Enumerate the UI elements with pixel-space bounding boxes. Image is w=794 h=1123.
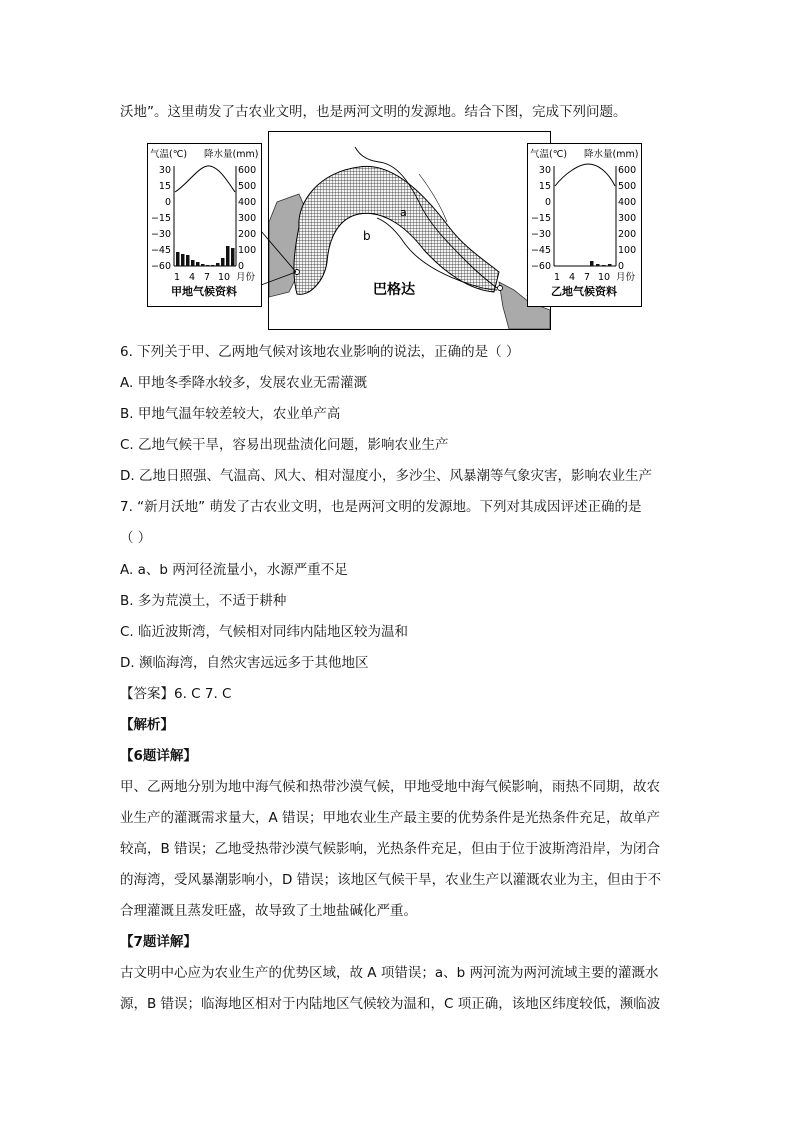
intro-text: 沃地”。这里萌发了古农业文明，也是两河文明的发源地。结合下图，完成下列问题。 [120, 104, 627, 120]
svg-text:0: 0 [238, 261, 245, 272]
q6-option-c: C. 乙地气候干旱，容易出现盐渍化问题，影响农业生产 [120, 437, 449, 453]
q7-option-c: C. 临近波斯湾，气候相对同纬内陆地区较为温和 [120, 624, 409, 640]
baghdad-label: 巴格达 [373, 282, 415, 298]
svg-text:7: 7 [583, 272, 591, 283]
svg-text:15: 15 [538, 181, 551, 192]
svg-text:−30: −30 [530, 229, 551, 240]
svg-text:100: 100 [238, 245, 257, 256]
svg-text:400: 400 [618, 197, 637, 208]
svg-text:300: 300 [618, 213, 637, 224]
svg-text:−15: −15 [150, 213, 171, 224]
svg-text:4: 4 [568, 272, 576, 283]
svg-text:30: 30 [158, 165, 171, 176]
svg-text:7: 7 [203, 272, 211, 283]
q6-detail-line: 的海湾，受风暴潮影响小，D 错误；该地区气候干旱，农业生产以灌溉农业为主，但由于不 [120, 872, 662, 888]
svg-text:0: 0 [544, 197, 551, 208]
figure [147, 131, 660, 330]
river-b-label: b [363, 229, 371, 243]
svg-text:500: 500 [238, 181, 257, 192]
right-temp-label: 气温(℃) [530, 149, 568, 160]
svg-text:200: 200 [238, 229, 257, 240]
q6-option-a: A. 甲地冬季降水较多，发展农业无需灌溉 [120, 375, 368, 391]
q7-option-d: D. 濒临海湾，自然灾害远远多于其他地区 [120, 655, 369, 671]
right-precip-label: 降水量(mm) [584, 149, 639, 160]
svg-text:−45: −45 [530, 245, 551, 256]
q6-option-d: D. 乙地日照强、气温高、风大、相对湿度小，多沙尘、风暴潮等气象灾害，影响农业生产 [120, 468, 652, 484]
q7-detail-line: 源，B 错误；临海地区相对于内陆地区气候较为温和，C 项正确，该地区纬度较低，濒临波 [120, 996, 661, 1012]
svg-text:−60: −60 [530, 261, 551, 272]
svg-text:600: 600 [238, 165, 257, 176]
right-climate-chart [527, 143, 642, 307]
svg-text:0: 0 [618, 261, 625, 272]
svg-text:300: 300 [238, 213, 257, 224]
q6-detail-line: 较高，B 错误；乙地受热带沙漠气候影响，光热条件充足，但由于位于波斯湾沿岸，为闭合 [120, 841, 661, 857]
q6-detail-line: 甲、乙两地分别为地中海气候和热带沙漠气候，甲地受地中海气候影响，雨热不同期，故农 [120, 779, 660, 795]
svg-text:4: 4 [188, 272, 196, 283]
svg-text:1: 1 [173, 272, 181, 283]
svg-text:30: 30 [538, 165, 551, 176]
analysis-heading: 【解析】 [120, 717, 174, 733]
svg-text:15: 15 [158, 181, 171, 192]
q6-detail-line: 业生产的灌溉需求量大，A 错误；甲地农业生产最主要的优势条件是光热条件充足，故单产 [120, 810, 661, 826]
svg-text:1: 1 [553, 272, 561, 283]
svg-text:10: 10 [217, 272, 231, 283]
answer-line: 【答案】6. C 7. C [120, 686, 232, 702]
q7-stem-line1: 7. “新月沃地” 萌发了古农业文明，也是两河文明的发源地。下列对其成因评述正确的是 [120, 499, 642, 515]
svg-text:−45: −45 [150, 245, 171, 256]
svg-text:500: 500 [618, 181, 637, 192]
q7-option-a: A. a、b 两河径流量小，水源严重不足 [120, 562, 348, 578]
q7-detail-line: 古文明中心应为农业生产的优势区域，故 A 项错误；a、b 两河流为两河流域主要的灌溉水 [120, 965, 659, 981]
svg-text:10: 10 [597, 272, 611, 283]
svg-text:−15: −15 [530, 213, 551, 224]
q7-detail-heading: 【7题详解】 [120, 934, 197, 950]
q6-detail-line: 合理灌溉且蒸发旺盛，故导致了土地盐碱化严重。 [120, 903, 417, 919]
right-chart-caption: 乙地气候资料 [551, 285, 617, 298]
svg-text:400: 400 [238, 197, 257, 208]
svg-text:月份: 月份 [236, 272, 256, 283]
q7-stem-line2: （ ） [120, 530, 152, 546]
q6-detail-heading: 【6题详解】 [120, 748, 197, 764]
svg-text:200: 200 [618, 229, 637, 240]
svg-text:−30: −30 [150, 229, 171, 240]
left-temp-label: 气温(℃) [150, 149, 188, 160]
svg-text:100: 100 [618, 245, 637, 256]
river-a-label: a [400, 206, 407, 219]
q6-stem: 6. 下列关于甲、乙两地气候对该地农业影响的说法，正确的是（ ） [120, 344, 520, 360]
left-chart-caption: 甲地气候资料 [171, 285, 237, 298]
svg-text:600: 600 [618, 165, 637, 176]
svg-text:0: 0 [164, 197, 171, 208]
svg-text:月份: 月份 [616, 272, 636, 283]
left-precip-label: 降水量(mm) [204, 149, 259, 160]
q6-option-b: B. 甲地气温年较差较大，农业单产高 [120, 406, 341, 422]
q7-option-b: B. 多为荒漠土，不适于耕种 [120, 593, 287, 609]
svg-text:−60: −60 [150, 261, 171, 272]
